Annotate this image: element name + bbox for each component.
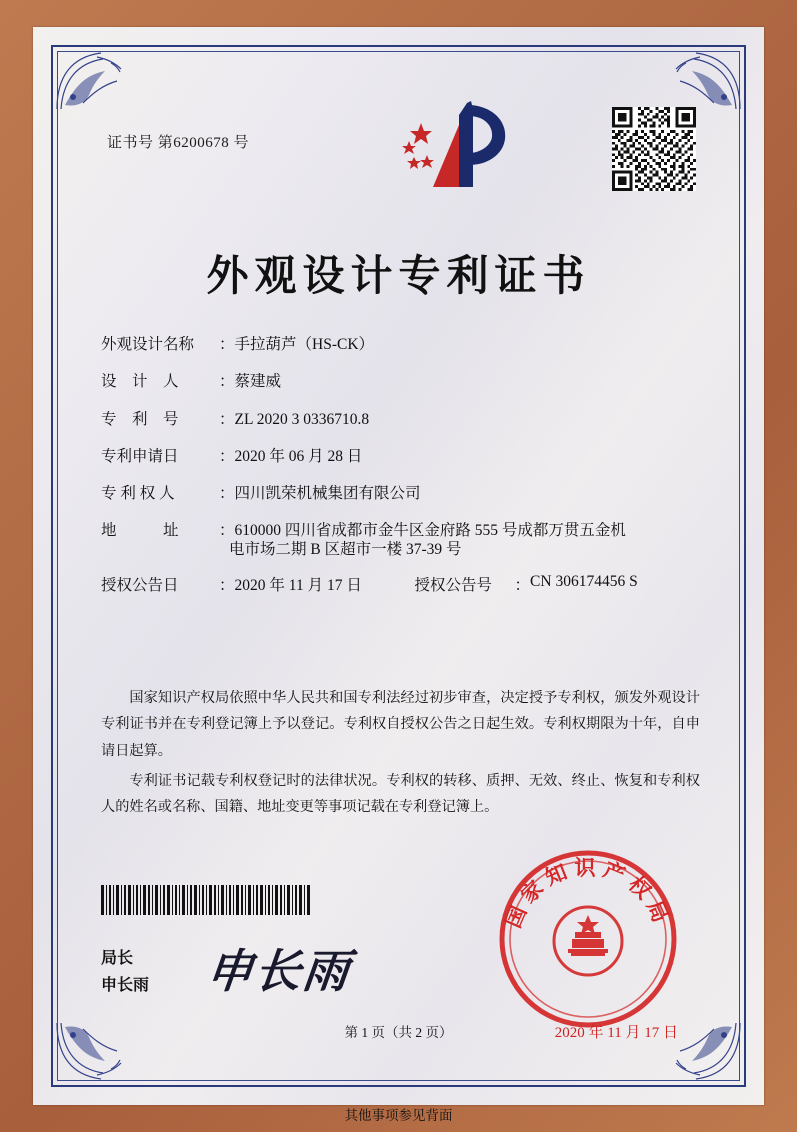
paragraph-2: 专利证书记载专利权登记时的法律状况。专利权的转移、质押、无效、终止、恢复和专利权人的姓名或名称、国籍、地址变更等事项记载在专利登记簿上。 [101,772,700,816]
seal-date: 2020 年 11 月 17 日 [554,1025,678,1041]
announcement-date-label: 授权公告日 [101,576,179,594]
field-design-name [101,333,700,356]
field-value: ZL 2020 3 0336710.8 [234,410,370,428]
certificate-paper [33,27,764,1105]
fields-list [101,333,700,603]
svg-text:国家知识产权局: 国家知识产权局 [501,856,675,932]
signature-role: 局长 [101,950,134,967]
field-colon: ： [219,373,235,391]
footnote: 其他事项参见背面 [344,1108,453,1123]
signature-name: 申长雨 [101,977,150,995]
announcement-date-value: 2020 年 11 月 17 日 [234,576,362,594]
field-colon: ： [219,522,235,540]
legal-text [101,685,700,824]
field-label: 外观设计名称 [101,336,195,353]
field-colon: ： [514,576,531,594]
paragraph-1: 国家知识产权局依照中华人民共和国专利法经过初步审查，决定授予专利权，颁发外观设计专利证书并在专利登记簿上予以登记。专利权自授权公告之日起生效。专利权期限为十年，自申请日起算。 [101,690,700,759]
announcement-number-label: 授权公告号 [414,576,493,594]
field-colon: ： [219,410,235,428]
field-patentee [101,482,700,505]
qr-code [612,107,696,191]
field-label: 专 利 号 [101,410,179,428]
page-title: 外观设计专利证书 [206,251,591,300]
field-patent-number [101,408,700,431]
field-value: 手拉葫芦（HS-CK） [234,336,375,353]
field-colon: ： [219,576,235,594]
field-value: 四川凯荣机械集团有限公司 [234,485,421,502]
field-value: 2020 年 06 月 28 日 [234,447,363,465]
official-seal [494,845,682,1033]
field-value: 蔡建威 [234,373,282,391]
announcement-number-value: CN 306174456 S [530,572,638,590]
field-application-date [101,445,700,468]
cnipa-logo-icon [389,95,519,203]
field-label: 地 址 [101,522,179,540]
field-label: 设 计 人 [101,373,179,391]
field-address-line2: 电市场二期 B 区超市一楼 37-39 号 [229,540,462,558]
barcode [101,885,311,915]
certificate-number: 证书号 第6200678 号 [107,135,250,151]
field-colon: ： [219,485,235,502]
field-colon: ： [219,336,235,353]
certificate-content [79,73,718,1059]
field-colon: ： [219,447,235,465]
field-label: 专 利 权 人 [101,485,175,502]
signature-block [101,945,149,999]
field-designer [101,370,700,393]
field-label: 专利申请日 [101,447,179,465]
field-announcement [101,573,700,595]
page-indicator: 第 1 页（共 2 页） [344,1025,453,1040]
field-value: 610000 四川省成都市金牛区金府路 555 号成都万贯五金机 [234,522,626,540]
handwritten-signature: 申长雨 [203,944,354,998]
